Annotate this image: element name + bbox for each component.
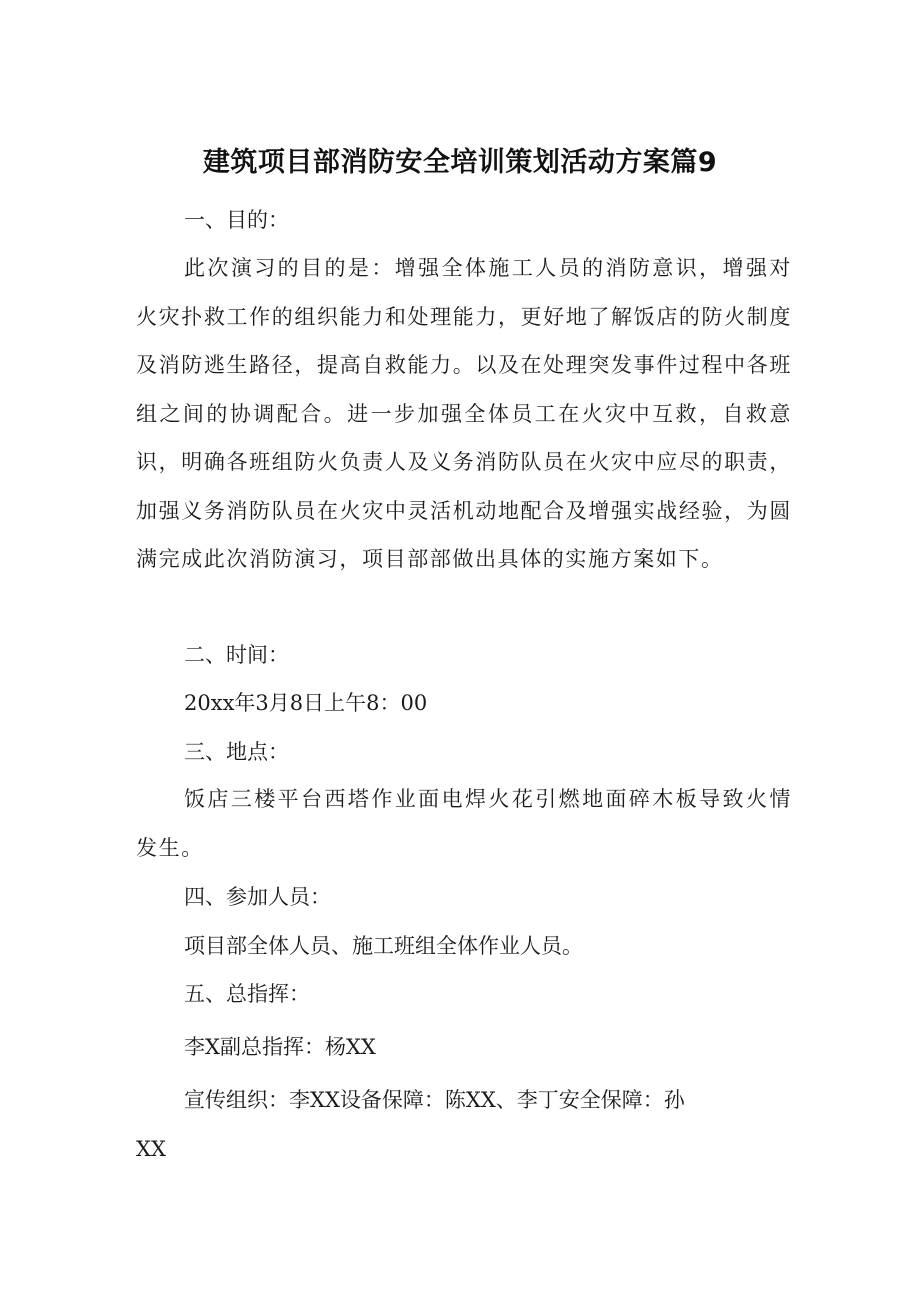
- section-heading-purpose: 一、目的：: [184, 208, 289, 232]
- section-body-participants: 项目部全体人员、施工班组全体作业人员。: [184, 934, 583, 958]
- final-line: 宣传组织：李XX设备保障：陈XX、李丁安全保障：孙: [184, 1088, 685, 1112]
- final-line-wrap: XX: [136, 1137, 166, 1161]
- section-body-purpose: 此次演习的目的是：增强全体施工人员的消防意识，增强对火灾扑救工作的组织能力和处理能力，更好地了解饭店的防火制度及消防逃生路径，提高自救能力。以及在处理突发事件过程中各班组之间的协调配合。进一步加强全体员工在火灾中互救，自救意识，明确各班组防火负责人及义务消防队员在火灾中应尽的职责，加强义务消防队员在火灾中灵活机动地配合及增强实战经验，为圆满完成此次消防演习，项目部部做出具体的实施方案如下。: [136, 256, 792, 571]
- section-heading-commander: 五、总指挥：: [184, 982, 310, 1006]
- section-body-time: 20xx年3月8日上午8：00: [184, 691, 428, 715]
- section-heading-time: 二、时间：: [184, 643, 289, 667]
- section-heading-location: 三、地点：: [184, 740, 289, 764]
- section-body-commander: 李X副总指挥：杨XX: [184, 1035, 376, 1059]
- section-heading-participants: 四、参加人员：: [184, 885, 331, 909]
- document-title: 建筑项目部消防安全培训策划活动方案篇9: [202, 147, 718, 178]
- section-body-location: 饭店三楼平台西塔作业面电焊火花引燃地面碎木板导致火情发生。: [136, 787, 792, 860]
